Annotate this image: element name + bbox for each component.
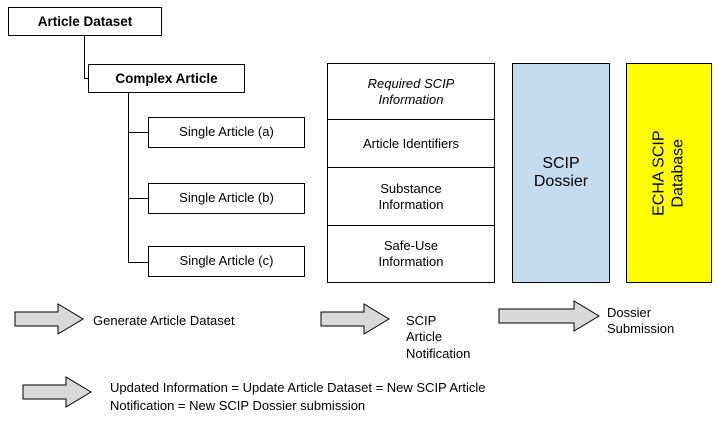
scip-table-row-safeuse-line1: Safe-Use [383,238,439,254]
updated-information-label-line1: Updated Information = Update Article Dataset = New SCIP Article [110,380,486,395]
dossier-submission-label-line1: Dossier [607,305,652,320]
updated-information-label-line2: Notification = New SCIP Dossier submission [110,398,366,414]
connector-to-single-a [128,132,149,133]
connector-to-single-b [128,198,149,199]
scip-table-row-safe-use-information [328,226,494,282]
node-single-article-a: Single Article (a) [148,117,305,148]
node-scip-dossier [512,63,610,283]
scip-table-row-substance-information [328,168,494,226]
scip-article-notification-label-line2: Article [406,329,443,345]
updated-information-arrow [22,376,92,408]
connector-to-single-c [128,262,149,263]
scip-table-row-substance-line2: Information [378,196,444,212]
node-single-article-c: Single Article (c) [148,246,305,277]
scip-table-header-line1: Required SCIP [367,75,455,91]
scip-article-notification-label [406,313,470,362]
scip-table-row-substance-line1: Substance [380,180,442,196]
updated-information-label [110,380,486,415]
node-echa-scip-database [626,63,712,283]
scip-dossier-line2: Dossier [533,173,589,190]
generate-article-dataset-arrow [14,303,84,335]
scip-article-notification-label-line3: Notification [406,345,471,361]
node-article-dataset: Article Dataset [8,7,162,36]
scip-article-notification-label-line1: SCIP [406,313,437,328]
connector-dataset-vertical [84,36,85,79]
dossier-submission-label [607,305,674,338]
node-complex-article: Complex Article [88,64,245,93]
dossier-submission-arrow [498,300,600,332]
generate-article-dataset-label: Generate Article Dataset [93,313,235,328]
scip-table-row-article-identifiers-label: Article Identifiers [362,135,460,151]
scip-table-header-line2: Information [378,91,444,107]
scip-information-table [327,63,495,283]
echa-database-line1: ECHA SCIP [650,130,668,216]
scip-dossier-line1: SCIP [542,154,580,172]
dossier-submission-label-line2: Submission [607,321,675,337]
scip-table-row-article-identifiers [328,120,494,168]
echa-database-line2: Database [670,138,688,208]
scip-table-row-safeuse-line2: Information [378,254,444,269]
scip-article-notification-arrow [320,303,390,335]
scip-table-header [328,64,494,120]
connector-complex-vertical [128,93,129,263]
node-single-article-b: Single Article (b) [148,183,305,214]
